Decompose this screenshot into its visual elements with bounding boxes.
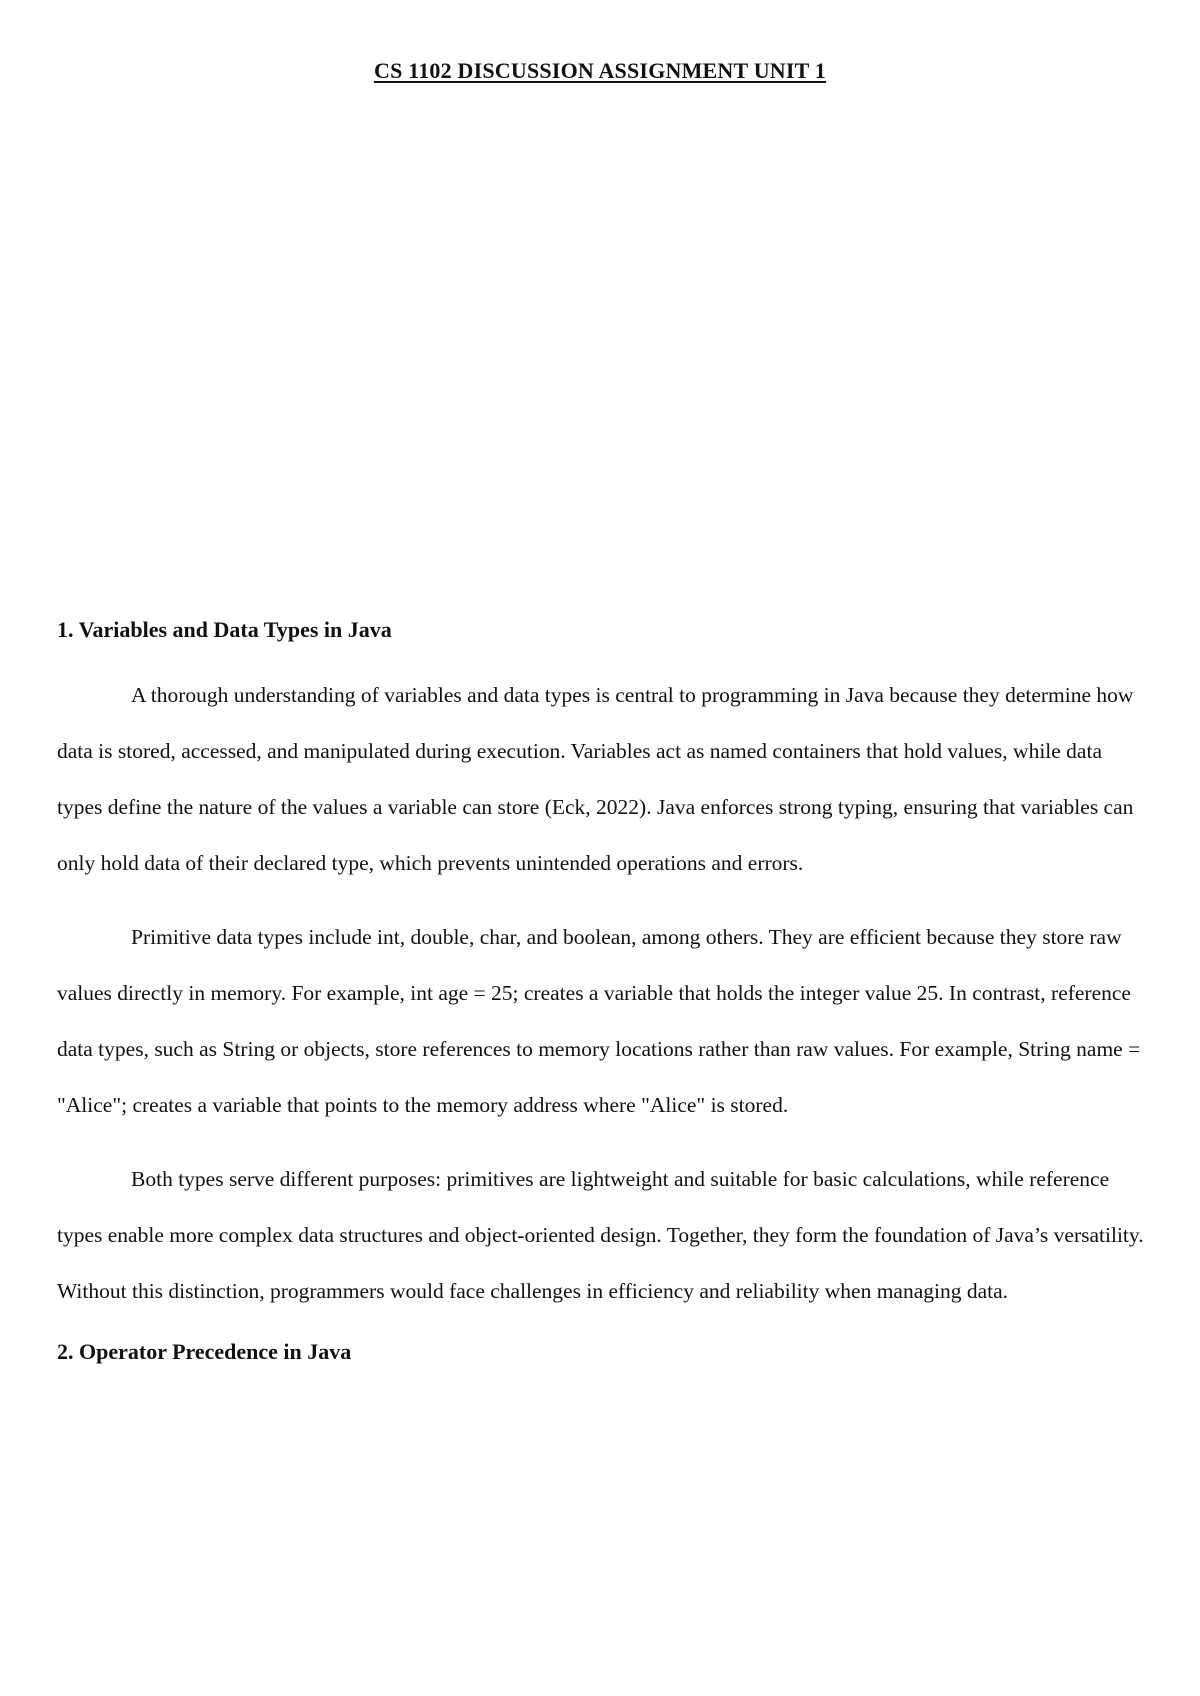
document-title: CS 1102 DISCUSSION ASSIGNMENT UNIT 1 [373, 58, 827, 83]
section-heading-operator-precedence: 2. Operator Precedence in Java [57, 1339, 352, 1364]
section-heading-variables: 1. Variables and Data Types in Java [57, 617, 392, 642]
paragraph-primitive-types: Primitive data types include int, double, char, and boolean, among others. They are efficient because they store raw values directly in memory. For example, int age = 25; creates a variable that holds the integer value 25. In contrast, reference data types, such as String or objects, store references to memory locations rather than raw values. For example, String name = "Alice"; creates a variable that points to the memory address where "Alice" is stored. [57, 925, 1141, 1117]
document-body [57, 615, 1147, 1367]
paragraph-types-purposes: Both types serve different purposes: primitives are lightweight and suitable for basic calculations, while reference types enable more complex data structures and object-oriented design. Together, they form the foundation of Java’s versatility. Without this distinction, programmers would face challenges in efficiency and reliability when managing data. [57, 1167, 1144, 1303]
paragraph-variables-intro: A thorough understanding of variables and data types is central to programming in Java because they determine how data is stored, accessed, and manipulated during execution. Variables act as named containers that hold values, while data types define the nature of the values a variable can store (Eck, 2022). Java enforces strong typing, ensuring that variables can only hold data of their declared type, which prevents unintended operations and errors. [57, 683, 1134, 875]
